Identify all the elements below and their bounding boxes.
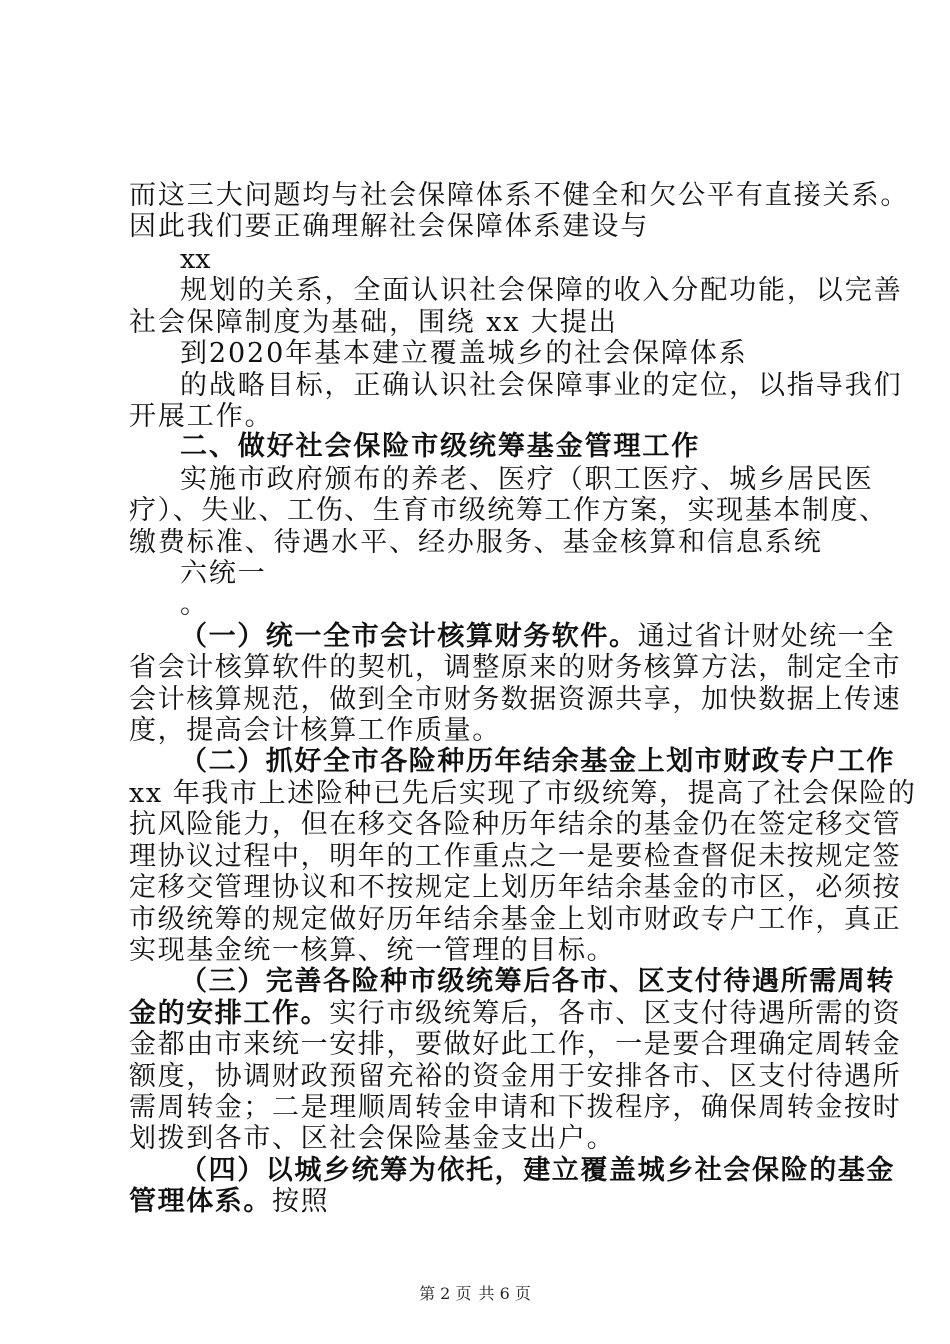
text-line: 实施市政府颁布的养老、医疗（职工医疗、城乡居民医 [180,464,874,495]
text-line: 缴费标准、待遇水平、经办服务、基金核算和信息系统 [129,527,823,558]
subheading: （一）统一全市会计核算财务软件。 [180,621,638,652]
text-line: 会计核算规范，做到全市财务数据资源共享，加快数据上传速 [129,684,902,715]
text-line: 理协议过程中，明年的工作重点之一是要检查督促未按规定签 [129,841,902,872]
text-line: 需周转金；二是理顺周转金申请和下拨程序，确保周转金按时 [129,1092,902,1123]
text-line: 疗）、失业、工伤、生育市级统筹工作方案，实现基本制度、 [129,495,888,526]
text-line: 省会计核算软件的契机，调整原来的财务核算方法，制定全市 [129,652,902,683]
text-line: 抗风险能力，但在移交各险种历年结余的基金仍在签定移交管 [129,809,902,840]
text-line: 而这三大问题均与社会保障体系不健全和欠公平有直接关系。 [129,180,910,211]
text-line: 六统一 [180,558,267,589]
subheading: （四）以城乡统筹为依托，建立覆盖城乡社会保险的基金 [180,1155,895,1186]
subheading: 金的安排工作。 [129,998,330,1029]
text-line: 度，提高会计核算工作质量。 [129,715,501,746]
paragraph-line [129,1184,329,1220]
text-line: 划拨到各市、区社会保险基金支出户。 [129,1123,616,1154]
text-line: xx 年我市上述险种已先后实现了市级统筹，提高了社会保险的 [129,778,917,809]
text-line: 开展工作。 [129,401,274,432]
text-line: 金都由市来统一安排，要做好此工作，一是要合理确定周转金 [129,1029,902,1060]
text-line: 。 [180,589,207,620]
text-span: 实行市级统筹后，各市、区支付待遇所需的资 [329,998,902,1029]
text-line: 定移交管理协议和不按规定上划历年结余基金的市区，必须按 [129,872,902,903]
page-number: 第 2 页 [419,1284,472,1303]
page-total: 共 6 页 [478,1284,531,1303]
text-line: 实现基金统一核算、统一管理的目标。 [129,935,616,966]
text-line: 市级统筹的规定做好历年结余基金上划市财政专户工作，真正 [129,904,902,935]
subheading: 管理体系。 [129,1186,272,1217]
text-line: 额度，协调财政预留充裕的资金用于安排各市、区支付待遇所 [129,1061,902,1092]
page-footer [0,1284,950,1304]
section-heading: 二、做好社会保险市级统筹基金管理工作 [180,431,701,462]
subheading: （三）完善各险种市级统筹后各市、区支付待遇所需周转 [180,966,895,997]
text-line: 社会保障制度为基础，围绕 xx 大提出 [129,307,618,338]
subheading: （二）抓好全市各险种历年结余基金上划市财政专户工作 [180,746,895,777]
text-span: 按照 [272,1186,330,1217]
text-line: 的战略目标，正确认识社会保障事业的定位，以指导我们 [180,370,903,401]
text-span: 通过省计财处统一全 [637,621,896,652]
text-line: 因此我们要正确理解社会保障体系建设与 [129,211,650,242]
text-line: xx [180,244,211,275]
text-line: 到2020年基本建立覆盖城乡的社会保障体系 [180,338,748,369]
text-line: 规划的关系，全面认识社会保障的收入分配功能，以完善 [180,275,903,306]
